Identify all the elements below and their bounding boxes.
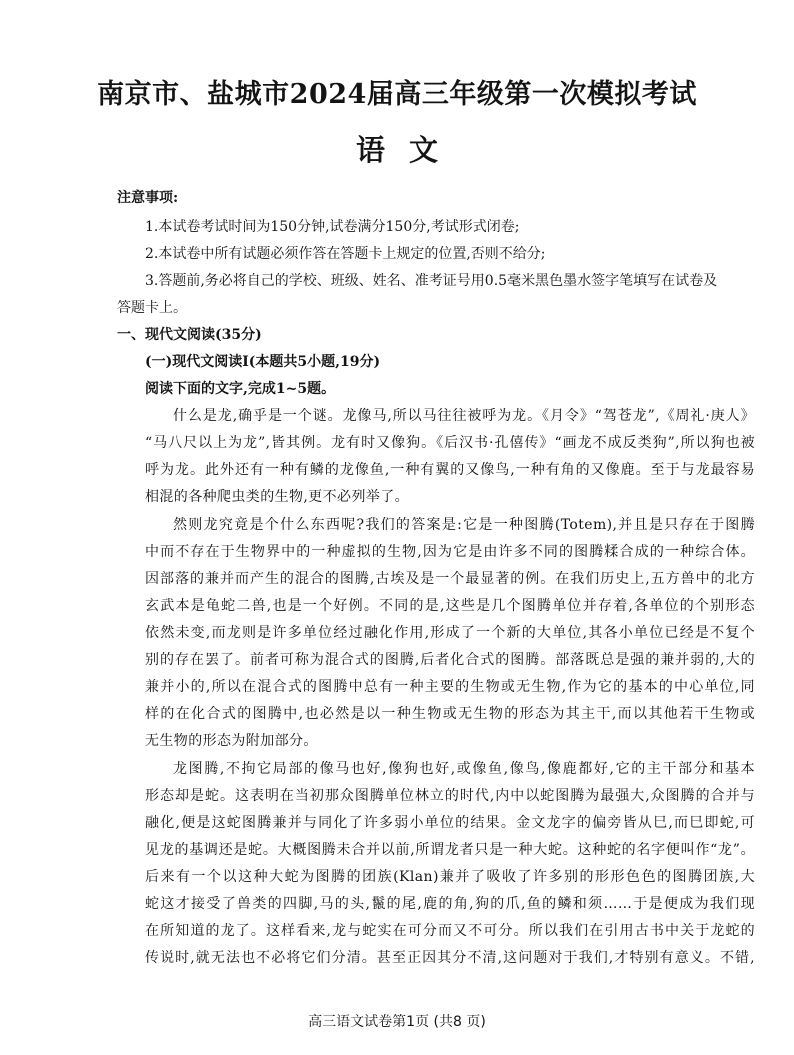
section-title: 一、现代文阅读(35分) <box>117 327 262 343</box>
passage-line: 依然未变,而龙则是许多单位经过融化作用,形成了一个新的大单位,其各小单位已经是不复个 <box>145 625 755 641</box>
notice-item: 1.本试卷考试时间为150分钟,试卷满分150分,考试形式闭卷; <box>145 219 520 235</box>
passage-line: 中而不存在于生物界中的一种虚拟的生物,因为它是由许多不同的图腾糅合成的一种综合体。 <box>145 544 755 560</box>
passage-line: 样的在化合式的图腾中,也必然是以一种生物或无生物的形态为其主干,而以其他若干生物或 <box>145 706 755 722</box>
exam-title: 南京市、盐城市2024届高三年级第一次模拟考试 <box>97 79 697 110</box>
passage-line: 相混的各种爬虫类的生物,更不必列举了。 <box>145 489 410 505</box>
subject-title: 语 文 <box>355 133 439 167</box>
notice-heading: 注意事项: <box>117 190 179 206</box>
passage-line: “马八尺以上为龙”,皆其例。龙有时又像狗。《后汉书·孔僖传》“画龙不成反类狗”,所以狗也被 <box>145 435 755 451</box>
passage-line: 融化,便是这蛇图腾兼并与同化了许多弱小单位的结果。金文龙字的偏旁皆从巳,而巳即蛇,可 <box>145 815 755 831</box>
passage-line: 见龙的基调还是蛇。大概图腾未合并以前,所谓龙者只是一种大蛇。这种蛇的名字便叫作“龙”。 <box>145 842 755 858</box>
notice-item: 3.答题前,务必将自己的学校、班级、姓名、准考证号用0.5毫米黑色墨水签字笔填写在试卷及 <box>145 273 718 289</box>
passage-line: 玄武本是龟蛇二兽,也是一个好例。不同的是,这些是几个图腾单位并存着,各单位的个别形态 <box>145 598 755 614</box>
passage-line: 无生物的形态为附加部分。 <box>145 733 318 749</box>
passage-line: 后来有一个以这种大蛇为图腾的团族(Klan)兼并了吸收了许多别的形形色色的图腾团族,大 <box>145 869 755 885</box>
subsection-title: (一)现代文阅读Ⅰ(本题共5小题,19分) <box>145 354 381 370</box>
passage-line: 形态却是蛇。这表明在当初那众图腾单位林立的时代,内中以蛇图腾为最强大,众图腾的合并与 <box>145 788 755 804</box>
passage-line: 因部落的兼并而产生的混合的图腾,古埃及是一个最显著的例。在我们历史上,五方兽中的北方 <box>145 571 755 587</box>
passage-line: 呼为龙。此外还有一种有鳞的龙像鱼,一种有翼的又像鸟,一种有角的又像鹿。至于与龙最容易 <box>145 462 755 478</box>
passage-line: 什么是龙,确乎是一个谜。龙像马,所以马往往被呼为龙。《月令》“驾苍龙”,《周礼·庚人》 <box>173 408 755 424</box>
passage-line: 在所知道的龙了。这样看来,龙与蛇实在可分而又不可分。所以我们在引用古书中关于龙蛇的 <box>145 923 755 939</box>
passage-line: 传说时,就无法也不必将它们分清。甚至正因其分不清,这问题对于我们,才特别有意义。不错, <box>145 950 755 966</box>
passage-line: 然则龙究竟是个什么东西呢?我们的答案是:它是一种图腾(Totem),并且是只存在于图腾 <box>173 517 755 533</box>
notice-item: 答题卡上。 <box>117 300 187 316</box>
reading-instruction: 阅读下面的文字,完成1~5题。 <box>145 381 336 397</box>
passage-line: 兼并小的,所以在混合式的图腾中总有一种主要的生物或无生物,作为它的基本的中心单位,同 <box>145 679 755 695</box>
page-footer: 高三语文试卷第1页 (共8 页) <box>308 1014 486 1030</box>
passage-line: 龙图腾,不拘它局部的像马也好,像狗也好,或像鱼,像鸟,像鹿都好,它的主干部分和基本 <box>173 761 755 777</box>
passage-line: 别的存在罢了。前者可称为混合式的图腾,后者化合式的图腾。部落既总是强的兼并弱的,大的 <box>145 652 755 668</box>
passage-line: 蛇这才接受了兽类的四脚,马的头,鬣的尾,鹿的角,狗的爪,鱼的鳞和须……于是便成为我们现 <box>145 896 755 912</box>
notice-item: 2.本试卷中所有试题必须作答在答题卡上规定的位置,否则不给分; <box>145 246 546 262</box>
